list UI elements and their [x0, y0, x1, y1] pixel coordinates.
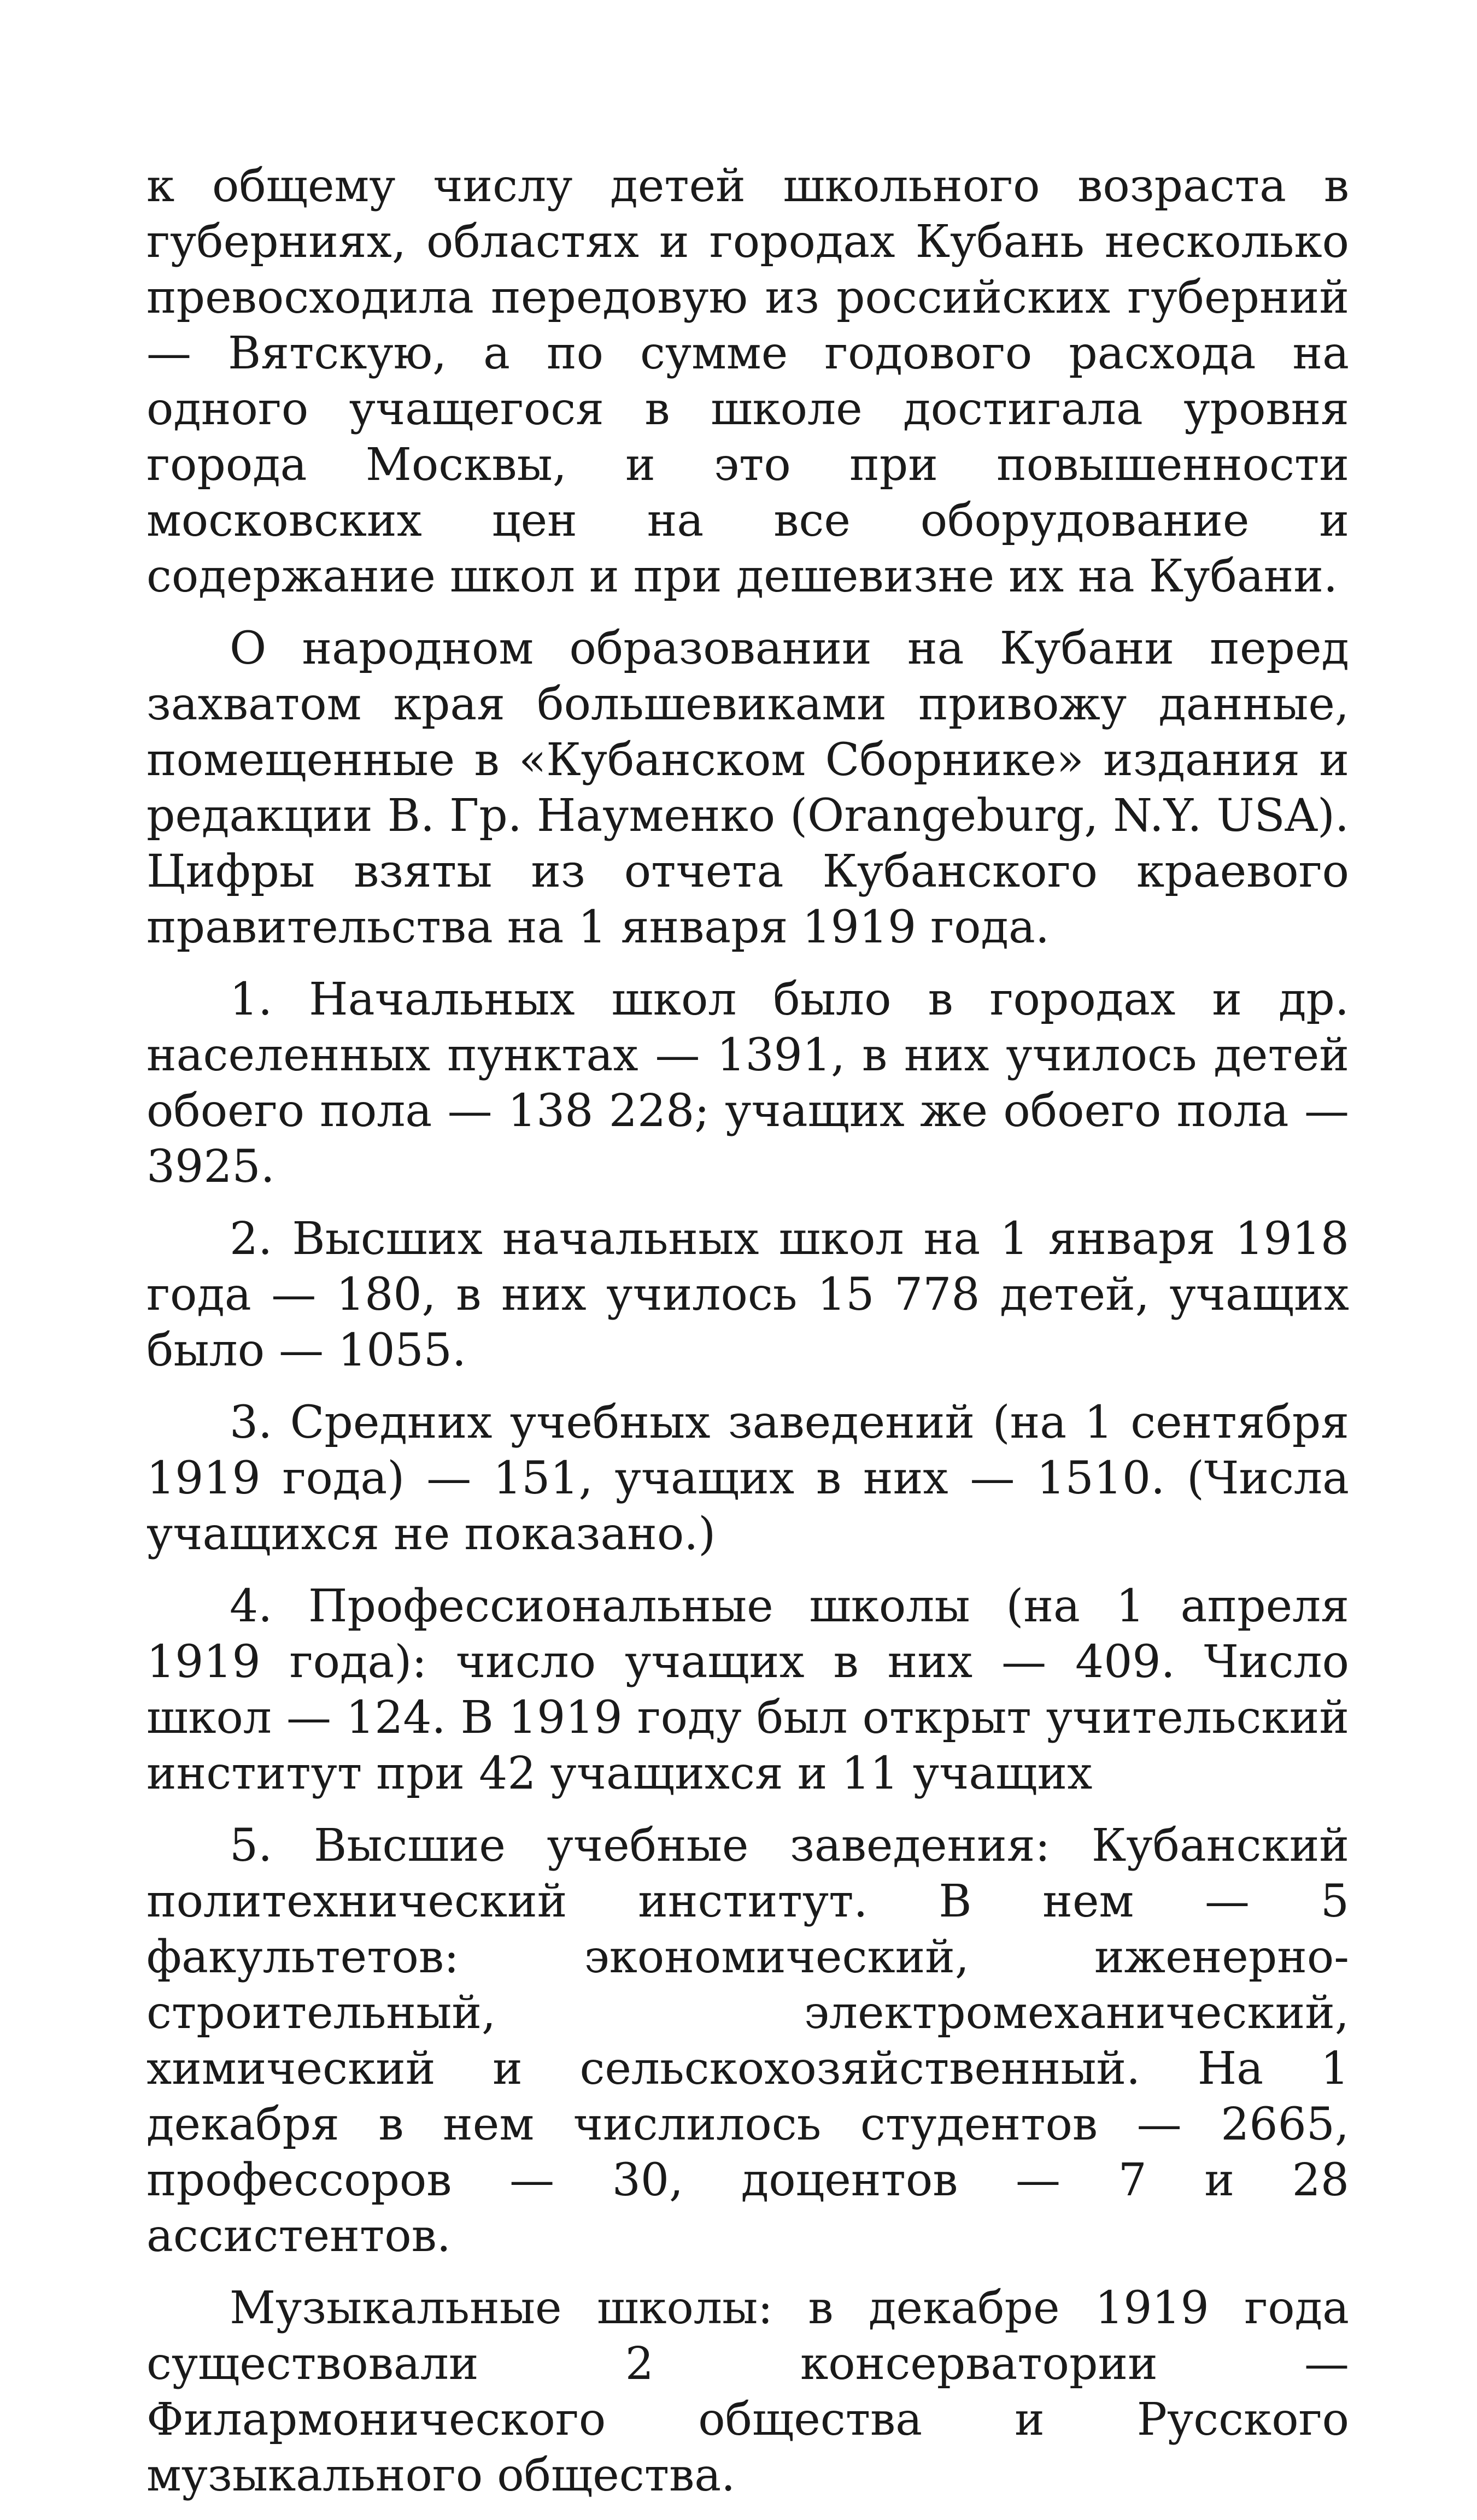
document-page [146, 159, 1349, 2520]
paragraph-music-schools: Музыкальные школы: в декабре 1919 года существовали 2 консерватории — Филармонического общества и Русского музыкального общества. [146, 2282, 1349, 2501]
paragraph-professional-schools: 4. Профессиональные школы (на 1 апреля 1919 года): число учащих в них — 409. Число школ — 124. В 1919 году был открыт учительский институт при 42 учащихся и 11 учащих [146, 1580, 1349, 1800]
paragraph-secondary-schools: 3. Средних учебных заведений (на 1 сентября 1919 года) — 151, учащих в них — 1510. (Числа учащихся не показано.) [146, 1397, 1349, 1560]
paragraph-education-intro: О народном образовании на Кубани перед захватом края большевиками привожу данные, помещенные в «Кубанском Сборнике» издания и редакции В. Гр. Науменко (Orangeburg, N.Y. USA). Цифры взяты из отчета Кубанского краевого правительства на 1 января 1919 года. [146, 623, 1349, 953]
paragraph-school-comparison: к общему числу детей школьного возраста в губерниях, областях и городах Кубань несколько превосходила передовую из российских губерний — Вятскую, а по сумме годового расхода на одного учащегося в школе достигала уровня города Москвы, и это при повышенности московских цен на все оборудование и содержание школ и при дешевизне их на Кубани. [146, 160, 1349, 602]
paragraph-higher-education: 5. Высшие учебные заведения: Кубанский политехнический институт. В нем — 5 факультетов: экономический, иженерно-строительный, электромеханический, химический и сельскохозяйственный. На 1 декабря в нем числилось студентов — 2665, профессоров — 30, доцентов — 7 и 28 ассистентов. [146, 1820, 1349, 2262]
paragraph-primary-schools: 1. Начальных школ было в городах и др. населенных пунктах — 1391, в них училось детей обоего пола — 138 228; учащих же обоего пола — 3925. [146, 974, 1349, 1193]
paragraph-higher-primary-schools: 2. Высших начальных школ на 1 января 1918 года — 180, в них училось 15 778 детей, учащих было — 1055. [146, 1213, 1349, 1376]
